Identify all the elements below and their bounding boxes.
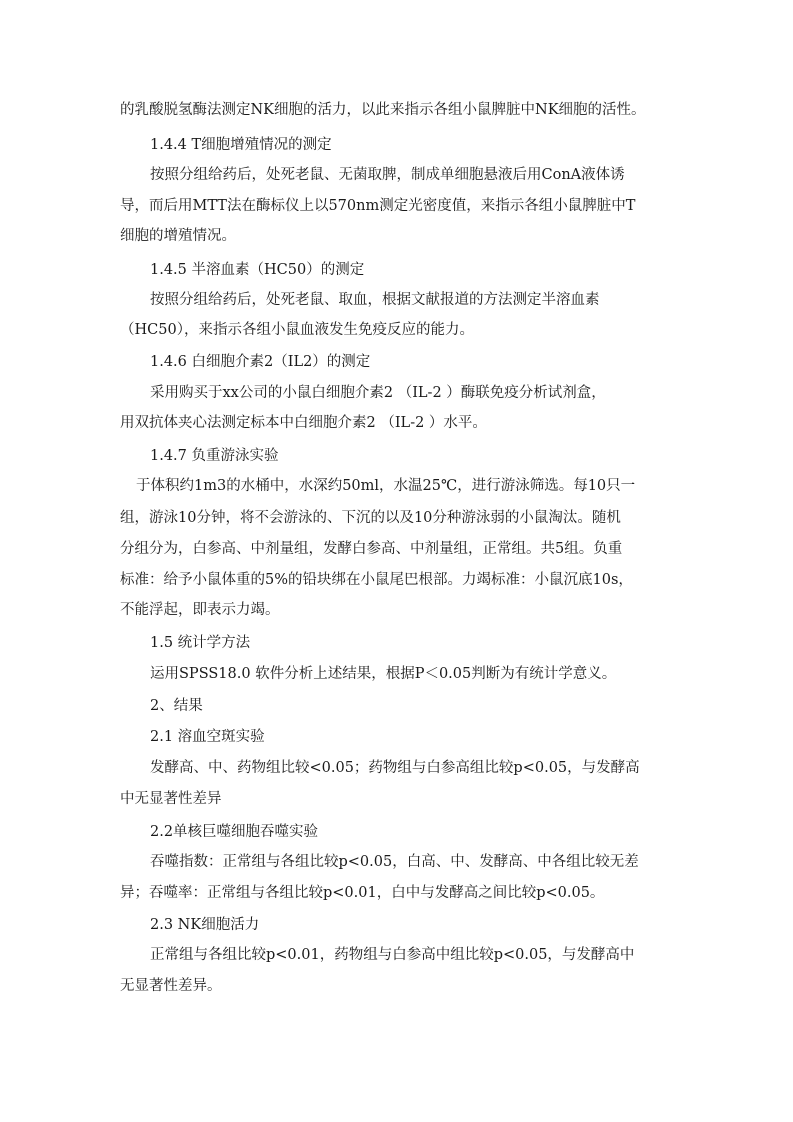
paragraph-line: 中无显著性差异	[120, 791, 222, 807]
section-heading-2-3: 2.3 NK细胞活力	[150, 917, 260, 933]
paragraph-line: 于体积约1m3的水桶中，水深约50ml，水温25℃，进行游泳筛选。每10只一	[136, 478, 636, 494]
paragraph-line: 分组分为，白参高、中剂量组，发酵白参高、中剂量组，正常组。共5组。负重	[120, 541, 623, 557]
paragraph-line: 用双抗体夹心法测定标本中白细胞介素2 （IL-2 ）水平。	[120, 415, 487, 431]
paragraph-line: 异；吞噬率：正常组与各组比较p<0.01，白中与发酵高之间比较p<0.05。	[120, 885, 605, 901]
section-heading-1-4-7: 1.4.7 负重游泳实验	[150, 448, 279, 464]
paragraph-line: 细胞的增殖情况。	[120, 228, 236, 244]
paragraph-line: 的乳酸脱氢酶法测定NK细胞的活力，以此来指示各组小鼠脾脏中NK细胞的活性。	[120, 102, 646, 118]
paragraph-line: 采用购买于xx公司的小鼠白细胞介素2 （IL-2 ）酶联免疫分析试剂盒，	[150, 385, 606, 401]
paragraph-line: 标准：给予小鼠体重的5%的铅块绑在小鼠尾巴根部。力竭标准：小鼠沉底10s，	[120, 572, 633, 588]
section-heading-2: 2、结果	[150, 698, 203, 714]
paragraph-line: 发酵高、中、药物组比较<0.05；药物组与白参高组比较p<0.05，与发酵高	[150, 760, 640, 776]
paragraph-line: 运用SPSS18.0 软件分析上述结果，根据P＜0.05判断为有统计学意义。	[150, 666, 617, 682]
paragraph-line: 吞噬指数：正常组与各组比较p<0.05，白高、中、发酵高、中各组比较无差	[150, 854, 639, 870]
section-heading-1-4-4: 1.4.4 T细胞增殖情况的测定	[150, 137, 332, 153]
paragraph-line: 无显著性差异。	[120, 978, 222, 994]
paragraph-line: 组，游泳10分钟，将不会游泳的、下沉的以及10分种游泳弱的小鼠淘汰。随机	[120, 510, 621, 526]
section-heading-2-1: 2.1 溶血空斑实验	[150, 729, 265, 745]
paragraph-line: 不能浮起，即表示力竭。	[120, 602, 280, 618]
section-heading-1-4-6: 1.4.6 白细胞介素2（IL2）的测定	[150, 354, 371, 370]
paragraph-line: （HC50），来指示各组小鼠血液发生免疫反应的能力。	[120, 322, 474, 338]
section-heading-2-2: 2.2单核巨噬细胞吞噬实验	[150, 824, 319, 840]
section-heading-1-4-5: 1.4.5 半溶血素（HC50）的测定	[150, 262, 365, 278]
section-heading-1-5: 1.5 统计学方法	[150, 635, 251, 651]
paragraph-line: 正常组与各组比较p<0.01，药物组与白参高中组比较p<0.05，与发酵高中	[150, 947, 635, 963]
paragraph-line: 按照分组给药后，处死老鼠、取血，根据文献报道的方法测定半溶血素	[150, 292, 600, 308]
paragraph-line: 导，而后用MTT法在酶标仪上以570nm测定光密度值，来指示各组小鼠脾脏中T	[120, 198, 636, 214]
paragraph-line: 按照分组给药后，处死老鼠、无菌取脾，制成单细胞悬液后用ConA液体诱	[150, 167, 625, 183]
